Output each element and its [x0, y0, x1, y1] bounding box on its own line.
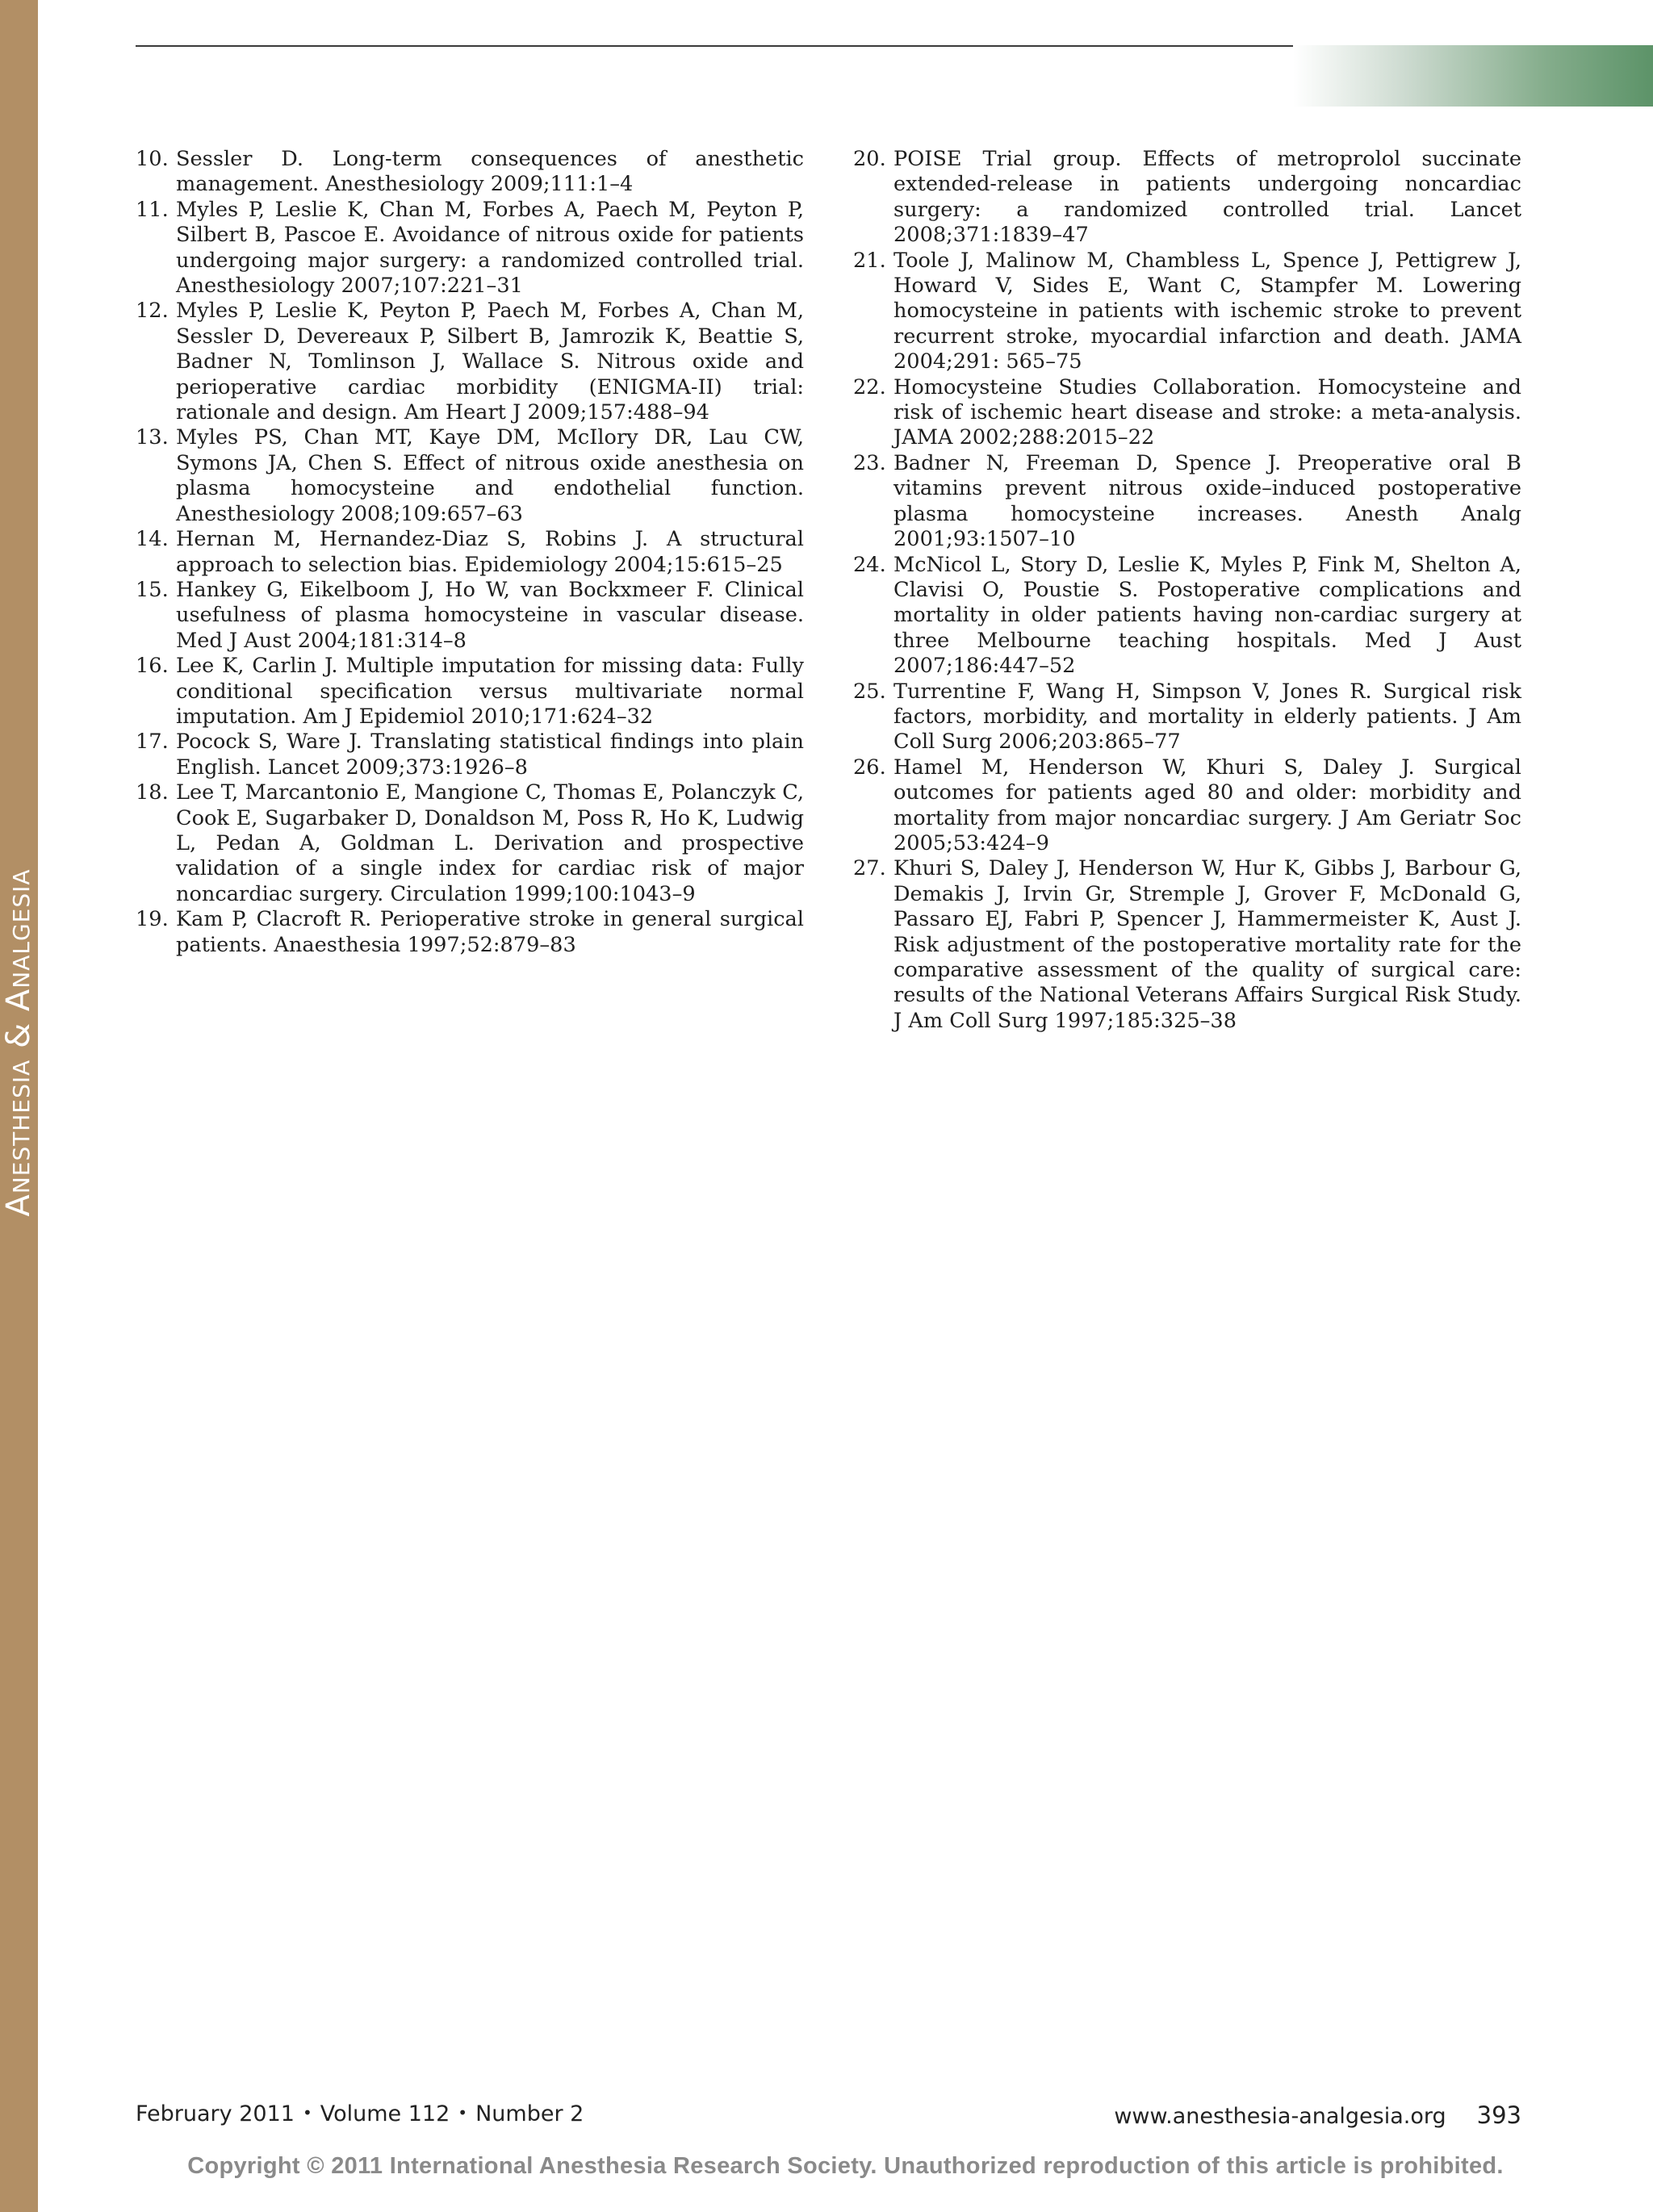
reference-item: [853, 553, 1521, 679]
reference-number: 23.: [853, 450, 886, 475]
reference-number: 10.: [136, 147, 169, 171]
reference-item: [853, 249, 1521, 375]
reference-text: Sessler D. Long-term consequences of anesthetic management. Anesthesiology 2009;111:1–4: [176, 147, 804, 197]
reference-number: 25.: [853, 679, 886, 704]
reference-list-right: [853, 147, 1521, 1034]
reference-text: Kam P, Clacroft R. Perioperative stroke in general surgical patients. Anaesthesia 1997;52:879–83: [176, 907, 804, 957]
reference-item: [136, 730, 804, 780]
reference-text: Hernan M, Hernandez-Diaz S, Robins J. A structural approach to selection bias. Epidemiology 2004;15:615–25: [176, 527, 804, 577]
reference-text: Badner N, Freeman D, Spence J. Preoperative oral B vitamins prevent nitrous oxide–induced postoperative plasma homocysteine increases. Anesth Analg 2001;93:1507–10: [893, 450, 1521, 552]
reference-number: 15.: [136, 577, 169, 602]
reference-item: [853, 679, 1521, 755]
reference-number: 20.: [853, 147, 886, 171]
journal-side-bar: [0, 0, 38, 2212]
reference-item: [136, 198, 804, 299]
reference-item: [136, 147, 804, 198]
reference-number: 13.: [136, 425, 169, 450]
reference-number: 17.: [136, 730, 169, 755]
reference-number: 14.: [136, 527, 169, 552]
reference-item: [853, 451, 1521, 553]
reference-text: Hankey G, Eikelboom J, Ho W, van Bockxmeer F. Clinical usefulness of plasma homocysteine in vascular disease. Med J Aust 2004;181:314–8: [176, 577, 804, 653]
reference-item: [136, 907, 804, 958]
issue-info: [136, 2101, 584, 2126]
reference-text: Myles PS, Chan MT, Kaye DM, McIlory DR, Lau CW, Symons JA, Chen S. Effect of nitrous oxide anesthesia on plasma homocysteine and endothelial function. Anesthesiology 2008;109:657–63: [176, 425, 804, 526]
reference-item: [136, 578, 804, 654]
reference-number: 19.: [136, 907, 169, 932]
reference-number: 24.: [853, 552, 886, 577]
reference-item: [136, 780, 804, 907]
reference-number: 16.: [136, 654, 169, 679]
reference-text: Hamel M, Henderson W, Khuri S, Daley J. Surgical outcomes for patients aged 80 and older: morbidity and mortality from major noncardiac surgery. J Am Geriatr Soc 2005;53:424–9: [893, 755, 1521, 855]
reference-item: [136, 299, 804, 425]
reference-number: 21.: [853, 248, 886, 273]
reference-item: [136, 527, 804, 578]
reference-number: 26.: [853, 755, 886, 780]
separator-dot: •: [302, 2103, 312, 2122]
footer-right: [1114, 2101, 1521, 2129]
reference-list-left: [136, 147, 804, 958]
reference-number: 11.: [136, 197, 169, 222]
reference-text: Homocysteine Studies Collaboration. Homocysteine and risk of ischemic heart disease and stroke: a meta-analysis. JAMA 2002;288:2015–22: [893, 374, 1521, 450]
reference-item: [853, 375, 1521, 451]
reference-text: Lee T, Marcantonio E, Mangione C, Thomas E, Polanczyk C, Cook E, Sugarbaker D, Donaldson M, Poss R, Ho K, Ludwig L, Pedan A, Goldman L. Derivation and prospective validation of a single index for cardiac risk of major noncardiac surgery. Circulation 1999;100:1043–9: [176, 780, 804, 906]
reference-text: Myles P, Leslie K, Chan M, Forbes A, Paech M, Peyton P, Silbert B, Pascoe E. Avoidance of nitrous oxide for patients undergoing major surgery: a randomized controlled trial. Anesthesiology 2007;107:221–31: [176, 197, 804, 299]
reference-number: 27.: [853, 856, 886, 881]
reference-number: 22.: [853, 374, 886, 399]
separator-dot: •: [458, 2103, 468, 2122]
reference-text: McNicol L, Story D, Leslie K, Myles P, Fink M, Shelton A, Clavisi O, Poustie S. Postoperative complications and mortality in older patients having non-cardiac surgery at three Melbourne teaching hospitals. Med J Aust 2007;186:447–52: [893, 552, 1521, 679]
reference-item: [853, 856, 1521, 1034]
reference-item: [136, 425, 804, 527]
reference-item: [136, 654, 804, 730]
reference-text: POISE Trial group. Effects of metroprolol succinate extended-release in patients undergoing noncardiac surgery: a randomized controlled trial. Lancet 2008;371:1839–47: [893, 147, 1521, 248]
issue-number: Number 2: [475, 2101, 584, 2126]
reference-item: [853, 147, 1521, 249]
page-footer: [136, 2101, 1521, 2134]
reference-number: 12.: [136, 299, 169, 324]
reference-number: 18.: [136, 780, 169, 805]
issue-volume: Volume 112: [320, 2101, 450, 2126]
page-number: 393: [1476, 2101, 1521, 2129]
reference-item: [853, 755, 1521, 857]
reference-text: Toole J, Malinow M, Chambless L, Spence J, Pettigrew J, Howard V, Sides E, Want C, Stampfer M. Lowering homocysteine in patients with ischemic stroke to prevent recurrent stroke, myocardial infarction and death. JAMA 2004;291: 565–75: [893, 248, 1521, 374]
reference-text: Lee K, Carlin J. Multiple imputation for missing data: Fully conditional specification versus multivariate normal imputation. Am J Epidemiol 2010;171:624–32: [176, 654, 804, 729]
copyright-notice: Copyright © 2011 International Anesthesia Research Society. Unauthorized reproduction of this article is prohibited.: [187, 2153, 1504, 2179]
issue-date: February 2011: [136, 2101, 295, 2126]
header-color-band: [1293, 45, 1653, 107]
reference-text: Myles P, Leslie K, Peyton P, Paech M, Forbes A, Chan M, Sessler D, Devereaux P, Silbert B, Jamrozik K, Beattie S, Badner N, Tomlinson J, Wallace S. Nitrous oxide and perioperative cardiac morbidity (ENIGMA-II) trial: rationale and design. Am Heart J 2009;157:488–94: [176, 299, 804, 425]
journal-website[interactable]: www.anesthesia-analgesia.org: [1114, 2104, 1446, 2129]
reference-text: Turrentine F, Wang H, Simpson V, Jones R. Surgical risk factors, morbidity, and mortality in elderly patients. J Am Coll Surg 2006;203:865–77: [893, 679, 1521, 755]
reference-text: Khuri S, Daley J, Henderson W, Hur K, Gibbs J, Barbour G, Demakis J, Irvin Gr, Stremple J, Grover F, McDonald G, Passaro EJ, Fabri P, Spencer J, Hammermeister K, Aust J. Risk adjustment of the postoperative mortality rate for the comparative assessment of the quality of surgical care: results of the National Veterans Affairs Surgical Risk Study. J Am Coll Surg 1997;185:325–38: [893, 856, 1521, 1033]
reference-text: Pocock S, Ware J. Translating statistical findings into plain English. Lancet 2009;373:1926–8: [176, 730, 804, 780]
journal-side-label: Anesthesia & Analgesia: [0, 868, 37, 1217]
